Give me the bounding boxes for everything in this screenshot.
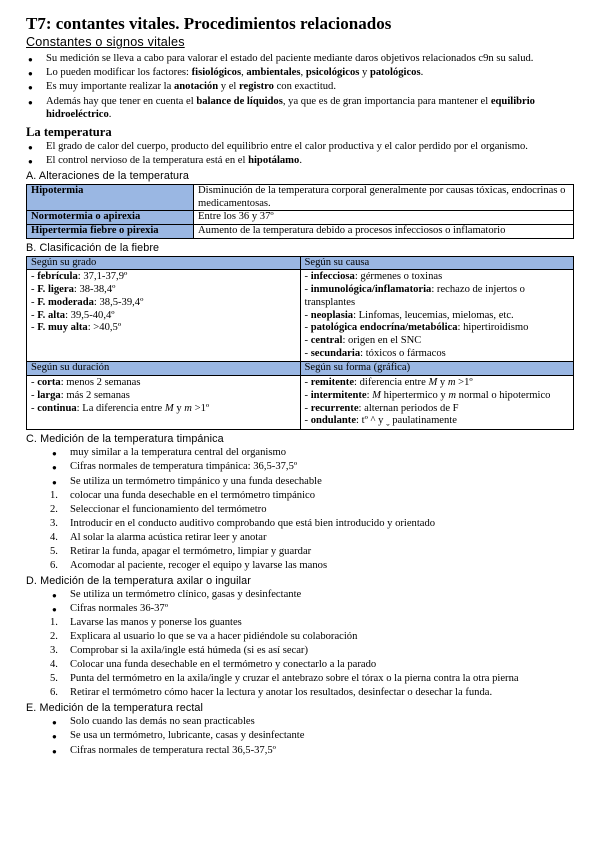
duracion-cell: [27, 376, 301, 430]
list-item: ● muy similar a la temperatura central del organismo: [26, 447, 574, 460]
list-item: - F. ligera: 38-38,4º: [31, 284, 116, 296]
table-header-row: [27, 362, 574, 376]
list-item: ● Se usa un termómetro, lubricante, casas y desinfectante: [26, 730, 574, 743]
list-item: ● Lo pueden modificar los factores: fisiológicos, ambientales, psicológicos y patológicos.: [26, 67, 574, 80]
list-item: ● El grado de calor del cuerpo, producto del equilibrio entre el calor productiva y el calor perdido por el organismo.: [26, 141, 574, 154]
table-cell-desc: Disminución de la temperatura corporal generalmente por causas tóxicas, endocrinas o medicamentosas.: [194, 185, 574, 211]
column-header-duracion: Según su duración: [27, 362, 301, 376]
temperature-heading: La temperatura: [26, 124, 112, 139]
list-item: - central: origen en el SNC: [304, 335, 422, 346]
list-item: 5. Punta del termómetro en la axila/ingle y cruzar el antebrazo sobre el tórax o la pierna contra la otra pierna: [50, 673, 519, 685]
list-item: - secundaria: tóxicos o fármacos: [304, 347, 446, 359]
column-header-causa: Según su causa: [300, 256, 574, 270]
list-item: - neoplasia: Linfomas, leucemias, mielomas, etc.: [304, 309, 514, 321]
list-item: - ondulante: tº ^ y ˬ paulatinamente: [304, 415, 457, 427]
causa-cell: [300, 270, 574, 362]
page-title: T7: contantes vitales. Procedimientos relacionados: [26, 14, 392, 33]
list-item: - inmunológica/inflamatoria: rechazo de injertos o transplantes: [304, 284, 525, 308]
section-d-title: D. Medición de la temperatura axilar o inguilar: [26, 574, 251, 587]
list-item: ● Solo cuando las demás no sean practicables: [26, 716, 574, 729]
section-e-bullets: [26, 716, 574, 758]
list-item: 6. Retirar el termómetro cómo hacer la lectura y anotar los resultados, desinfectar o desechar la funda.: [50, 687, 493, 699]
column-header-forma: Según su forma (gráfica): [300, 362, 574, 376]
table-cell-term: Hipertermia fiebre o pirexia: [27, 225, 194, 239]
list-item: 5. Retirar la funda, apagar el termómetro, limpiar y guardar: [50, 545, 312, 557]
list-item: ● Cifras normales de temperatura rectal 36,5-37,5º: [26, 745, 574, 758]
list-item: 4. Al solar la alarma acústica retirar leer y anotar: [50, 531, 267, 543]
table-header-row: [27, 256, 574, 270]
section-subtitle: Constantes o signos vitales: [26, 35, 185, 50]
grado-cell: [27, 270, 301, 362]
table-cell-desc: Aumento de la temperatura debido a procesos infecciosos o inflamatorio: [194, 225, 574, 239]
intro-bullet-list: [26, 53, 574, 122]
section-d-steps: [26, 617, 574, 700]
list-item: ● Su medición se lleva a cabo para valorar el estado del paciente mediante daros objetivos relacionados c9n su salud.: [26, 53, 574, 66]
list-item: - continua: La diferencia entre M y m >1º: [31, 402, 210, 414]
list-item: ● Cifras normales 36-37º: [26, 603, 574, 616]
list-item: ● Es muy importante realizar la anotación y el registro con exactitud.: [26, 81, 574, 94]
list-item: - recurrente: alternan periodos de F: [304, 402, 459, 414]
list-item: ● El control nervioso de la temperatura está en el hipotálamo.: [26, 155, 574, 168]
list-item: 2. Explicara al usuario lo que se va a hacer pidiéndole su colaboración: [50, 631, 358, 643]
table-row: [27, 211, 574, 225]
list-item: - F. muy alta: >40,5º: [31, 322, 122, 334]
list-item: ● Se utiliza un termómetro timpánico y una funda desechable: [26, 476, 574, 489]
list-item: 1. colocar una funda desechable en el termómetro timpánico: [50, 490, 316, 502]
temperature-bullet-list: [26, 141, 574, 168]
clasificacion-fiebre-table: [26, 256, 574, 430]
table-cell-desc: Entre los 36 y 37º: [194, 211, 574, 225]
list-item: - patológica endocrína/metabólica: hipertiroidismo: [304, 322, 529, 334]
list-item: - corta: menos 2 semanas: [31, 377, 141, 389]
list-item: 3. Comprobar si la axila/ingle está húmeda (si es así secar): [50, 645, 308, 657]
section-b-title: B. Clasificación de la fiebre: [26, 241, 160, 254]
list-item: - infecciosa: gérmenes o toxinas: [304, 271, 443, 283]
forma-cell: [300, 376, 574, 430]
list-item: 4. Colocar una funda desechable en el termómetro y conectarlo a la parado: [50, 659, 377, 671]
column-header-grado: Según su grado: [27, 256, 301, 270]
list-item: ● Además hay que tener en cuenta el balance de líquidos, ya que es de gran importancia para mantener el equilibrio hidroeléctrico.: [26, 96, 574, 122]
table-cell-term: Hipotermia: [27, 185, 194, 211]
list-item: ● Se utiliza un termómetro clínico, gasas y desinfectante: [26, 589, 574, 602]
list-item: - remitente: diferencia entre M y m >1º: [304, 377, 473, 389]
list-item: 2. Seleccionar el funcionamiento del termómetro: [50, 504, 267, 516]
section-e-title: E. Medición de la temperatura rectal: [26, 702, 204, 714]
section-c-title: C. Medición de la temperatura timpánica: [26, 432, 224, 445]
section-d-bullets: [26, 589, 574, 616]
list-item: - febrícula: 37,1-37,9º: [31, 271, 128, 283]
table-row: [27, 376, 574, 430]
table-row: [27, 185, 574, 211]
table-row: [27, 270, 574, 362]
list-item: ● Cifras normales de temperatura timpánica: 36,5-37,5º: [26, 461, 574, 474]
list-item: - intermitente: M hipertermico y m normal o hipotermico: [304, 389, 551, 401]
table-row: [27, 225, 574, 239]
list-item: 1. Lavarse las manos y ponerse los guantes: [50, 617, 242, 629]
section-a-title: A. Alteraciones de la temperatura: [26, 170, 189, 183]
list-item: - F. moderada: 38,5-39,4º: [31, 296, 144, 308]
list-item: - larga: más 2 semanas: [31, 389, 130, 401]
table-cell-term: Normotermia o apirexia: [27, 211, 194, 225]
list-item: - F. alta: 39,5-40,4º: [31, 309, 115, 321]
list-item: 6. Acomodar al paciente, recoger el equipo y lavarse las manos: [50, 559, 328, 571]
alteraciones-table: [26, 184, 574, 239]
section-c-bullets: [26, 447, 574, 489]
list-item: 3. Introducir en el conducto auditivo comprobando que está bien introducido y orientado: [50, 517, 436, 529]
section-c-steps: [26, 490, 574, 573]
